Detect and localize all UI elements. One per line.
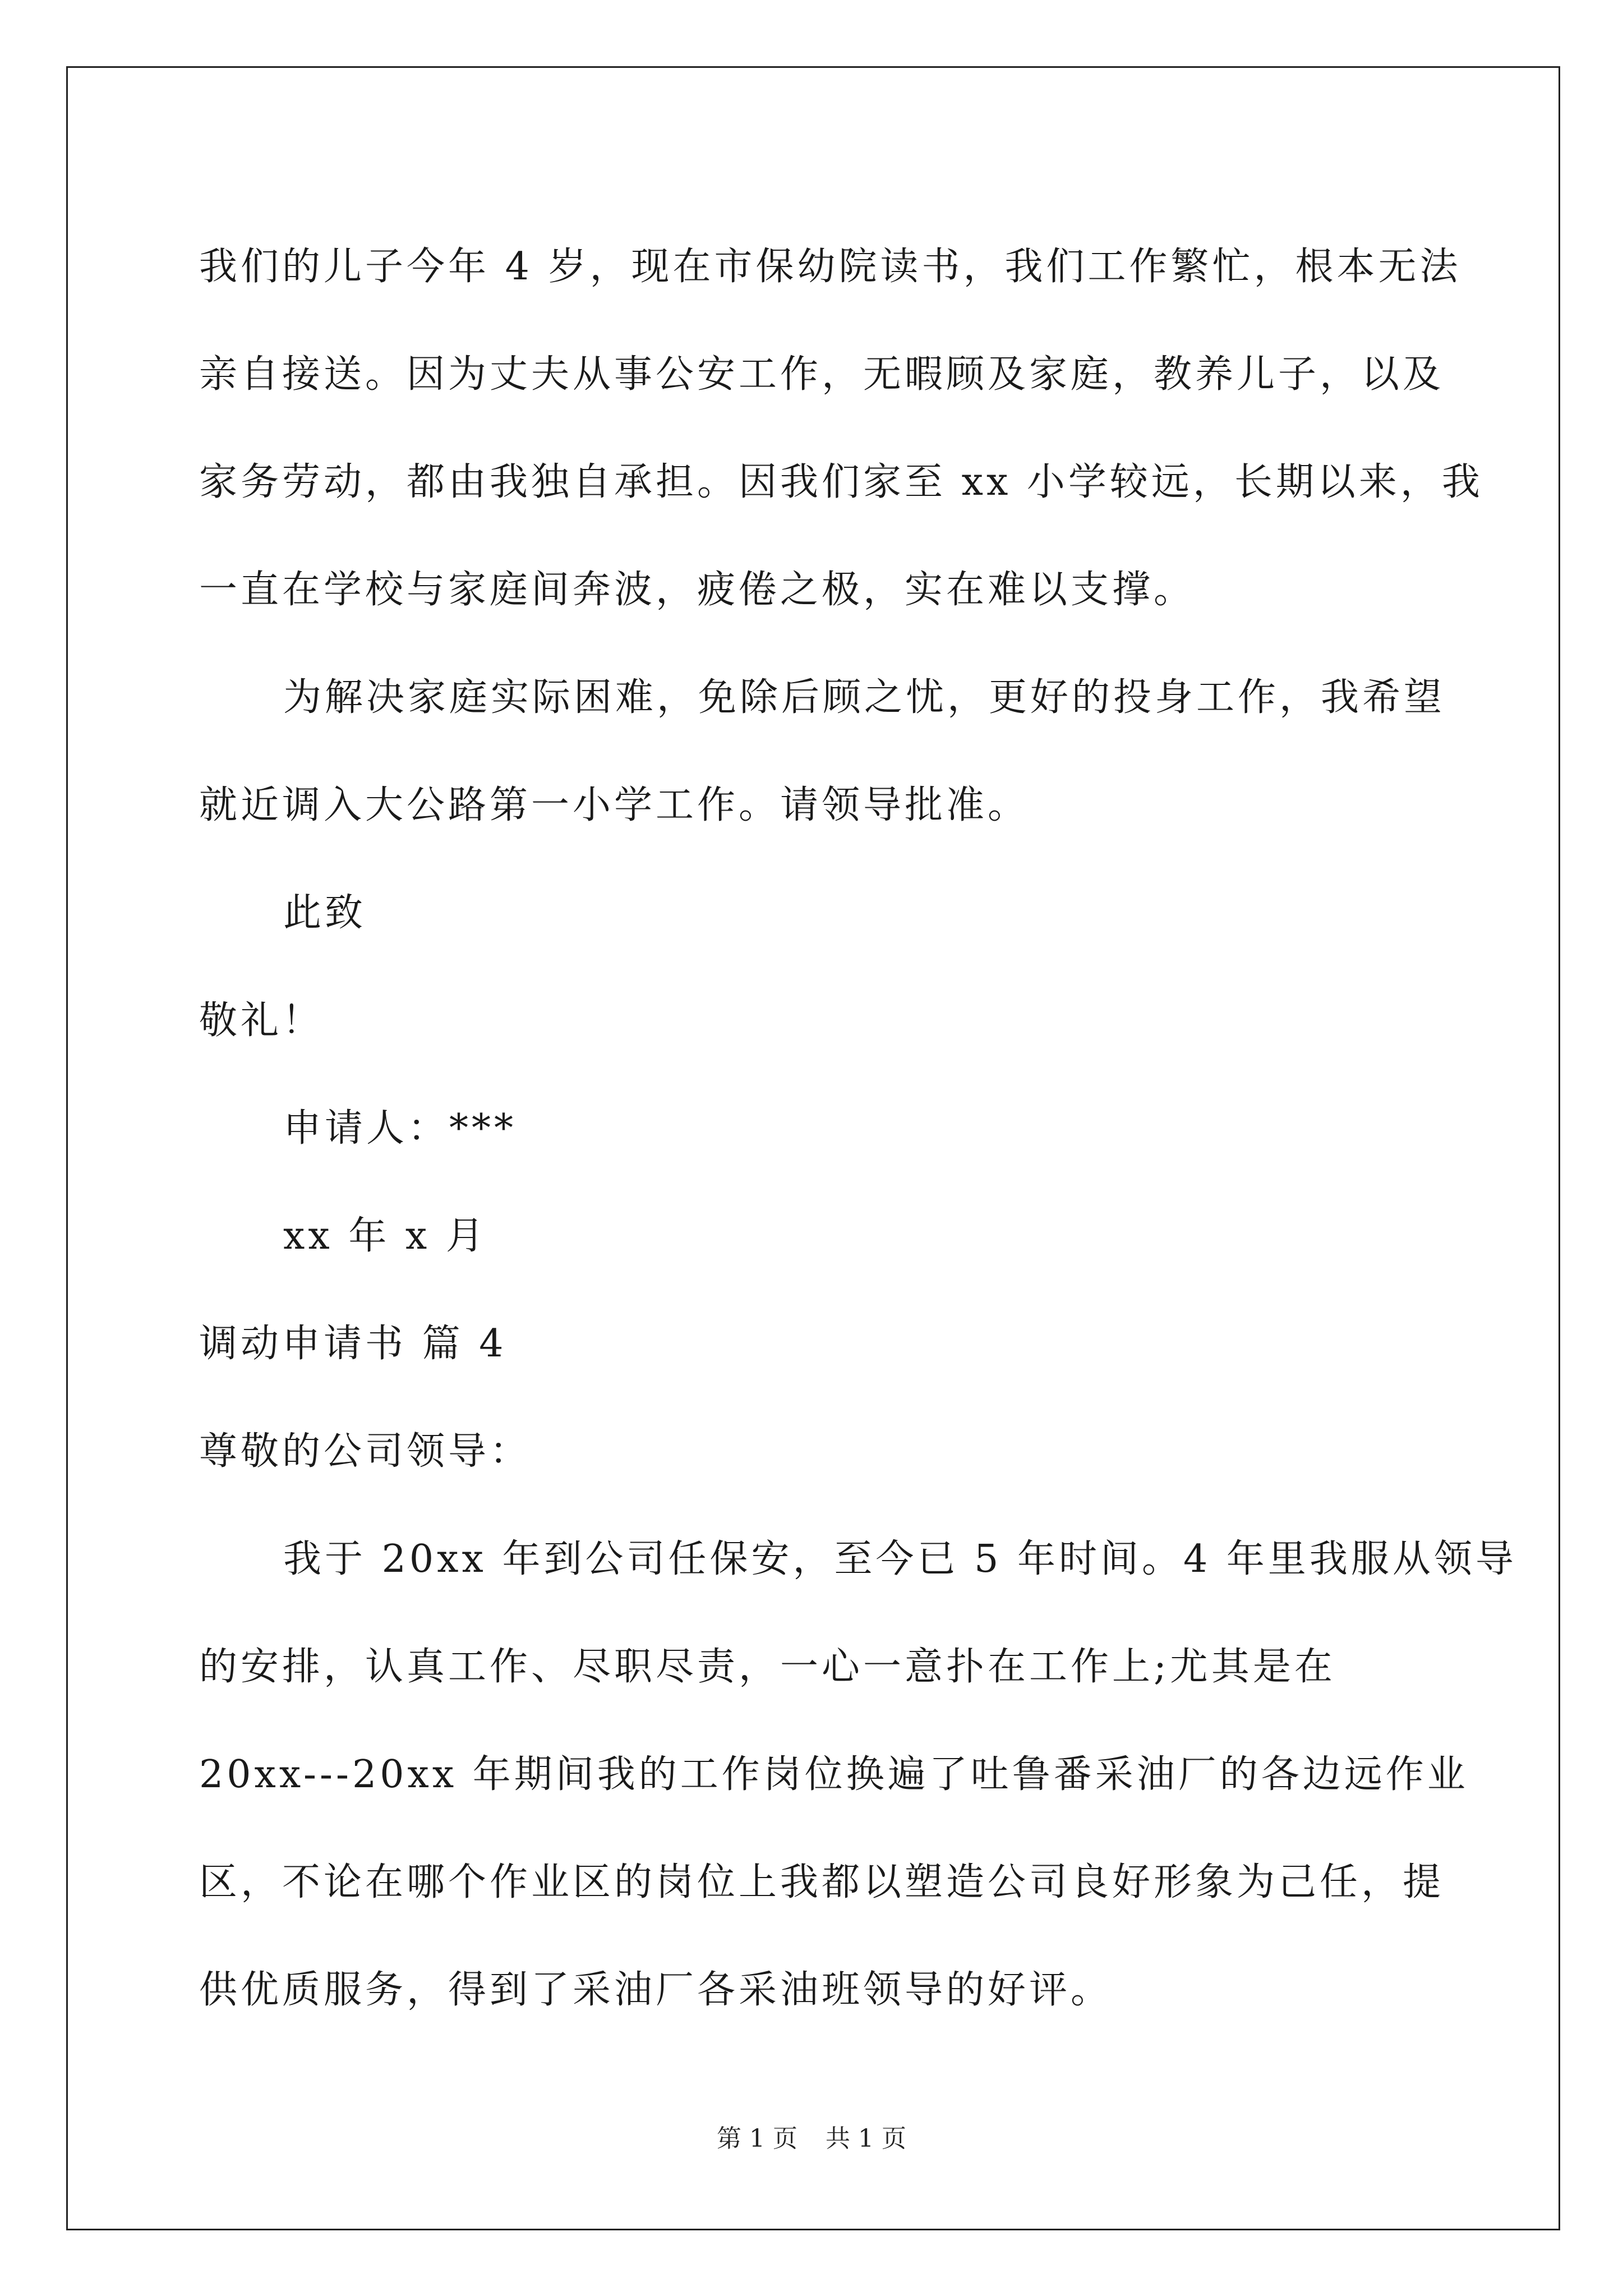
paragraph-line: 的安排，认真工作、尽职尽责，一心一意扑在工作上;尤其是在 xyxy=(199,1645,1336,1689)
paragraph-line: 就近调入大公路第一小学工作。请领导批准。 xyxy=(199,783,1030,827)
letter-date: xx 年 x 月 xyxy=(283,1214,487,1258)
paragraph-line: 一直在学校与家庭间奔波，疲倦之极，实在难以支撑。 xyxy=(199,568,1196,612)
paragraph-line: 我于 20xx 年到公司任保安，至今已 5 年时间。4 年里我服从领导 xyxy=(283,1537,1517,1581)
paragraph-line: 供优质服务，得到了采油厂各采油班领导的好评。 xyxy=(199,1968,1113,2012)
paragraph-line: 我们的儿子今年 4 岁，现在市保幼院读书，我们工作繁忙，根本无法 xyxy=(199,245,1461,289)
document-body xyxy=(199,213,1517,2044)
greeting: 尊敬的公司领导： xyxy=(199,1429,532,1474)
page-footer xyxy=(0,2118,1623,2154)
page-number: 第 1 页 xyxy=(717,2124,797,2153)
closing-salutation: 此致 xyxy=(283,891,367,935)
section-heading: 调动申请书 篇 4 xyxy=(199,1322,507,1366)
paragraph-line: 为解决家庭实际困难，免除后顾之忧，更好的投身工作，我希望 xyxy=(283,675,1446,720)
closing-regards: 敬礼！ xyxy=(199,999,324,1043)
paragraph-line: 亲自接送。因为丈夫从事公安工作，无暇顾及家庭，教养儿子，以及 xyxy=(199,352,1445,397)
paragraph-line: 家务劳动，都由我独自承担。因我们家至 xx 小学较远，长期以来，我 xyxy=(199,460,1483,504)
page-total: 共 1 页 xyxy=(826,2124,906,2153)
applicant-signature: 申请人：*** xyxy=(283,1106,517,1151)
paragraph-line: 20xx---20xx 年期间我的工作岗位换遍了吐鲁番采油厂的各边远作业 xyxy=(199,1752,1469,1797)
paragraph-line: 区，不论在哪个作业区的岗位上我都以塑造公司良好形象为己任，提 xyxy=(199,1860,1445,1904)
